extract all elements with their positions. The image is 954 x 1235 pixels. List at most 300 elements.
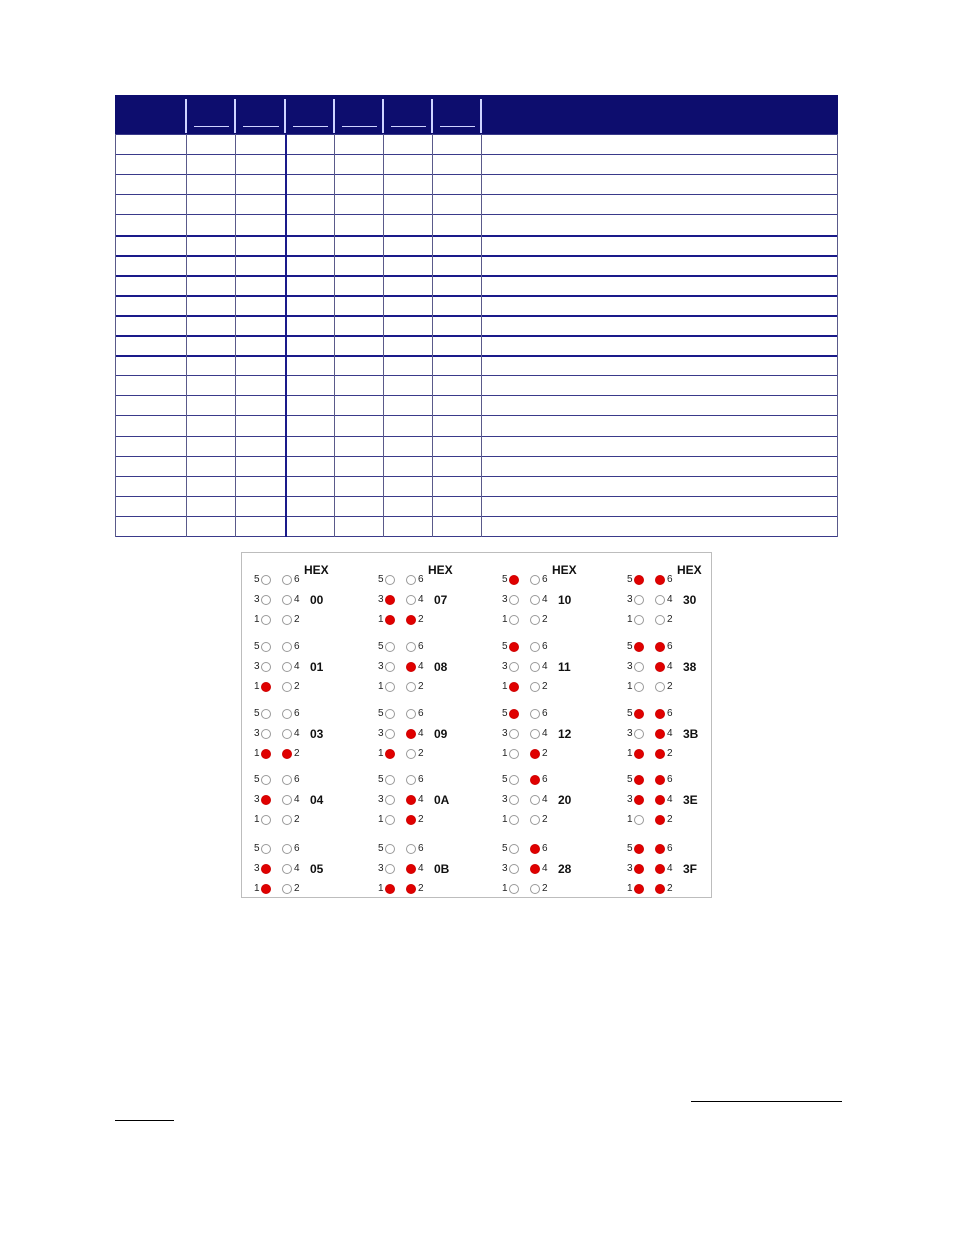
hex-value: 28 [558,862,572,876]
braille-cell [502,642,612,704]
dot-number-label: 6 [294,843,300,854]
filled-dot-icon [406,815,416,825]
dot-number-label: 3 [378,794,384,805]
filled-dot-icon [385,615,395,625]
table-row-line [115,496,838,497]
dot-number-label: 6 [294,574,300,585]
hex-value: 30 [683,593,697,607]
dot-number-label: 1 [254,748,260,759]
header-column-separator [284,99,286,133]
empty-dot-icon [406,775,416,785]
data-table [115,95,838,536]
header-column-separator [234,99,236,133]
filled-dot-icon [406,864,416,874]
empty-dot-icon [261,662,271,672]
empty-dot-icon [406,709,416,719]
hex-value: 0A [434,793,450,807]
dot-number-label: 2 [294,614,300,625]
table-row-line [115,174,838,175]
empty-dot-icon [282,615,292,625]
empty-dot-icon [282,815,292,825]
dot-number-label: 4 [667,794,673,805]
dot-number-label: 4 [418,728,424,739]
hex-value: 3F [683,862,698,876]
filled-dot-icon [655,729,665,739]
header-cell-underline [243,126,279,127]
filled-dot-icon [655,844,665,854]
empty-dot-icon [509,775,519,785]
dot-number-label: 6 [418,574,424,585]
empty-dot-icon [282,844,292,854]
empty-dot-icon [261,775,271,785]
dot-number-label: 1 [254,681,260,692]
table-column-line [186,134,187,537]
dot-number-label: 2 [294,814,300,825]
filled-dot-icon [530,775,540,785]
filled-dot-icon [655,864,665,874]
dot-number-label: 5 [627,574,633,585]
table-row-line [115,275,838,277]
dot-number-label: 2 [418,814,424,825]
dot-number-label: 5 [254,574,260,585]
dot-number-label: 4 [294,794,300,805]
empty-dot-icon [530,642,540,652]
braille-cell [378,575,488,637]
hex-value: 03 [310,727,324,741]
dot-number-label: 3 [254,863,260,874]
filled-dot-icon [509,682,519,692]
empty-dot-icon [406,749,416,759]
dot-number-label: 5 [502,708,508,719]
dot-number-label: 5 [502,843,508,854]
dot-number-label: 2 [418,883,424,894]
empty-dot-icon [406,844,416,854]
dot-number-label: 2 [542,814,548,825]
empty-dot-icon [261,575,271,585]
empty-dot-icon [385,662,395,672]
empty-dot-icon [530,729,540,739]
dot-number-label: 3 [627,661,633,672]
table-column-line [432,134,433,537]
dot-number-label: 2 [667,814,673,825]
empty-dot-icon [509,615,519,625]
empty-dot-icon [406,595,416,605]
filled-dot-icon [385,749,395,759]
dot-number-label: 5 [378,708,384,719]
hex-value: 3B [683,727,699,741]
empty-dot-icon [509,795,519,805]
dot-number-label: 3 [254,794,260,805]
dot-number-label: 1 [254,614,260,625]
header-column-separator [382,99,384,133]
filled-dot-icon [655,709,665,719]
dot-number-label: 6 [418,843,424,854]
empty-dot-icon [282,682,292,692]
braille-cell [627,775,737,837]
dot-number-label: 2 [542,614,548,625]
empty-dot-icon [261,815,271,825]
braille-cell [378,709,488,771]
empty-dot-icon [261,844,271,854]
dot-number-label: 5 [502,641,508,652]
dot-number-label: 1 [502,748,508,759]
empty-dot-icon [385,795,395,805]
empty-dot-icon [634,682,644,692]
dot-number-label: 5 [254,641,260,652]
hex-value: 00 [310,593,324,607]
dot-number-label: 4 [667,863,673,874]
hex-value: 20 [558,793,572,807]
empty-dot-icon [509,815,519,825]
dot-number-label: 6 [542,843,548,854]
dot-number-label: 6 [667,708,673,719]
braille-cell [627,844,737,906]
table-column-line [115,134,116,537]
table-row-line [115,456,838,457]
dot-number-label: 6 [667,641,673,652]
dot-number-label: 1 [378,681,384,692]
dot-number-label: 6 [542,641,548,652]
filled-dot-icon [509,709,519,719]
dot-number-label: 3 [627,794,633,805]
dot-number-label: 1 [378,883,384,894]
empty-dot-icon [282,642,292,652]
filled-dot-icon [282,749,292,759]
header-column-separator [480,99,482,133]
empty-dot-icon [406,682,416,692]
hex-dot-panel [241,552,712,898]
empty-dot-icon [634,615,644,625]
empty-dot-icon [509,864,519,874]
braille-cell [254,642,364,704]
dot-number-label: 1 [627,814,633,825]
dot-number-label: 6 [294,774,300,785]
table-header [115,95,838,134]
hex-value: 38 [683,660,697,674]
empty-dot-icon [655,682,665,692]
filled-dot-icon [406,662,416,672]
filled-dot-icon [509,642,519,652]
dot-number-label: 6 [667,843,673,854]
table-row-line [115,255,838,257]
dot-number-label: 2 [667,883,673,894]
table-column-line [837,134,838,537]
table-row-line [115,436,838,437]
filled-dot-icon [261,884,271,894]
empty-dot-icon [385,642,395,652]
dot-number-label: 2 [418,614,424,625]
filled-dot-icon [634,884,644,894]
dot-number-label: 2 [542,681,548,692]
braille-cell [502,709,612,771]
braille-cell [378,642,488,704]
filled-dot-icon [261,682,271,692]
empty-dot-icon [385,729,395,739]
dot-number-label: 2 [294,748,300,759]
filled-dot-icon [634,749,644,759]
table-row-line [115,154,838,155]
dot-number-label: 1 [254,814,260,825]
empty-dot-icon [530,884,540,894]
dot-number-label: 5 [254,843,260,854]
table-row-line [115,335,838,337]
dot-number-label: 3 [254,661,260,672]
dot-number-label: 6 [418,708,424,719]
dot-number-label: 2 [667,748,673,759]
filled-dot-icon [634,864,644,874]
table-row-line [115,355,838,357]
empty-dot-icon [509,884,519,894]
filled-dot-icon [261,795,271,805]
table-column-line [481,134,482,537]
empty-dot-icon [509,729,519,739]
filled-dot-icon [385,884,395,894]
hex-column-header: HEX [552,563,577,577]
dot-number-label: 1 [502,814,508,825]
dot-number-label: 5 [627,708,633,719]
table-column-line [285,134,287,537]
empty-dot-icon [261,615,271,625]
dot-number-label: 4 [542,594,548,605]
dot-number-label: 4 [542,728,548,739]
empty-dot-icon [385,815,395,825]
table-row-line [115,395,838,396]
table-row-line [115,315,838,317]
dot-number-label: 3 [627,594,633,605]
empty-dot-icon [406,575,416,585]
dot-number-label: 5 [378,843,384,854]
dot-number-label: 1 [502,614,508,625]
dot-number-label: 4 [542,863,548,874]
braille-cell [502,775,612,837]
empty-dot-icon [282,864,292,874]
empty-dot-icon [655,595,665,605]
header-cell-underline [391,126,426,127]
dot-number-label: 3 [502,794,508,805]
dot-number-label: 3 [502,661,508,672]
empty-dot-icon [282,662,292,672]
dot-number-label: 2 [418,748,424,759]
filled-dot-icon [655,662,665,672]
empty-dot-icon [509,844,519,854]
braille-cell [502,844,612,906]
dot-number-label: 3 [254,728,260,739]
dot-number-label: 1 [378,748,384,759]
dot-number-label: 3 [378,863,384,874]
dot-number-label: 1 [378,814,384,825]
braille-cell [254,775,364,837]
filled-dot-icon [634,775,644,785]
dot-number-label: 6 [418,774,424,785]
header-cell-underline [194,126,229,127]
table-column-line [334,134,335,537]
dot-number-label: 4 [294,594,300,605]
filled-dot-icon [655,795,665,805]
empty-dot-icon [385,775,395,785]
header-cell-underline [293,126,328,127]
dot-number-label: 6 [418,641,424,652]
hex-value: 04 [310,793,324,807]
dot-number-label: 1 [627,614,633,625]
dot-number-label: 5 [378,774,384,785]
dot-number-label: 3 [502,863,508,874]
dot-number-label: 6 [542,708,548,719]
filled-dot-icon [655,775,665,785]
hex-value: 07 [434,593,448,607]
empty-dot-icon [530,709,540,719]
empty-dot-icon [634,729,644,739]
hex-column-header: HEX [428,563,453,577]
hex-value: 10 [558,593,572,607]
table-row-line [115,536,838,537]
header-column-separator [185,99,187,133]
hex-value: 09 [434,727,448,741]
filled-dot-icon [406,729,416,739]
hex-value: 12 [558,727,572,741]
table-row-line [115,415,838,416]
dot-number-label: 5 [254,774,260,785]
table-row-line [115,476,838,477]
dot-number-label: 6 [667,574,673,585]
dot-number-label: 2 [294,681,300,692]
dot-number-label: 4 [294,863,300,874]
dot-number-label: 1 [378,614,384,625]
dot-number-label: 3 [502,594,508,605]
empty-dot-icon [530,595,540,605]
dot-number-label: 5 [254,708,260,719]
dot-number-label: 4 [418,863,424,874]
dot-number-label: 3 [378,594,384,605]
hex-value: 0B [434,862,450,876]
dot-number-label: 4 [667,728,673,739]
filled-dot-icon [261,864,271,874]
filled-dot-icon [634,642,644,652]
filled-dot-icon [634,709,644,719]
filled-dot-icon [530,844,540,854]
table-row-line [115,235,838,237]
filled-dot-icon [530,864,540,874]
empty-dot-icon [385,682,395,692]
dot-number-label: 5 [502,774,508,785]
empty-dot-icon [634,815,644,825]
dot-number-label: 2 [667,681,673,692]
filled-dot-icon [634,844,644,854]
filled-dot-icon [385,595,395,605]
empty-dot-icon [655,615,665,625]
dot-number-label: 4 [542,794,548,805]
header-column-separator [431,99,433,133]
table-row-line [115,194,838,195]
empty-dot-icon [509,749,519,759]
dot-number-label: 5 [502,574,508,585]
dot-number-label: 1 [502,681,508,692]
dot-number-label: 3 [502,728,508,739]
dot-number-label: 6 [542,574,548,585]
filled-dot-icon [655,642,665,652]
header-cell-underline [342,126,377,127]
empty-dot-icon [282,595,292,605]
dot-number-label: 4 [418,661,424,672]
underline-link[interactable] [691,1101,842,1102]
dot-number-label: 4 [418,594,424,605]
dot-number-label: 3 [627,863,633,874]
dot-number-label: 4 [294,661,300,672]
braille-cell [627,709,737,771]
empty-dot-icon [530,682,540,692]
empty-dot-icon [530,575,540,585]
empty-dot-icon [530,795,540,805]
braille-cell [378,844,488,906]
dot-number-label: 6 [667,774,673,785]
dot-number-label: 5 [378,574,384,585]
dot-number-label: 1 [627,748,633,759]
empty-dot-icon [385,844,395,854]
hex-value: 11 [558,660,571,674]
filled-dot-icon [406,615,416,625]
empty-dot-icon [282,775,292,785]
empty-dot-icon [261,595,271,605]
table-row-line [115,295,838,297]
dot-number-label: 2 [667,614,673,625]
filled-dot-icon [634,795,644,805]
braille-cell [627,575,737,637]
braille-cell [254,709,364,771]
hex-value: 3E [683,793,698,807]
dot-number-label: 6 [542,774,548,785]
filled-dot-icon [530,749,540,759]
hex-value: 08 [434,660,448,674]
hex-value: 05 [310,862,324,876]
dot-number-label: 4 [542,661,548,672]
dot-number-label: 1 [627,883,633,894]
dot-number-label: 6 [294,708,300,719]
empty-dot-icon [509,662,519,672]
hex-column-header: HEX [677,563,702,577]
empty-dot-icon [406,642,416,652]
empty-dot-icon [282,709,292,719]
empty-dot-icon [509,595,519,605]
dot-number-label: 2 [418,681,424,692]
hex-column-header: HEX [304,563,329,577]
empty-dot-icon [385,864,395,874]
table-column-line [235,134,236,537]
dot-number-label: 4 [667,661,673,672]
dot-number-label: 1 [254,883,260,894]
filled-dot-icon [655,815,665,825]
dot-number-label: 2 [294,883,300,894]
braille-cell [502,575,612,637]
table-row-line [115,375,838,376]
empty-dot-icon [385,575,395,585]
dot-number-label: 1 [627,681,633,692]
dot-number-label: 5 [627,641,633,652]
dot-number-label: 4 [667,594,673,605]
empty-dot-icon [634,662,644,672]
filled-dot-icon [261,749,271,759]
dot-number-label: 6 [294,641,300,652]
dot-number-label: 1 [502,883,508,894]
filled-dot-icon [655,575,665,585]
empty-dot-icon [385,709,395,719]
empty-dot-icon [282,884,292,894]
dot-number-label: 2 [542,883,548,894]
underline-link[interactable] [115,1120,174,1121]
header-cell-underline [440,126,475,127]
braille-cell [254,844,364,906]
header-column-separator [333,99,335,133]
dot-number-label: 5 [378,641,384,652]
filled-dot-icon [406,795,416,805]
